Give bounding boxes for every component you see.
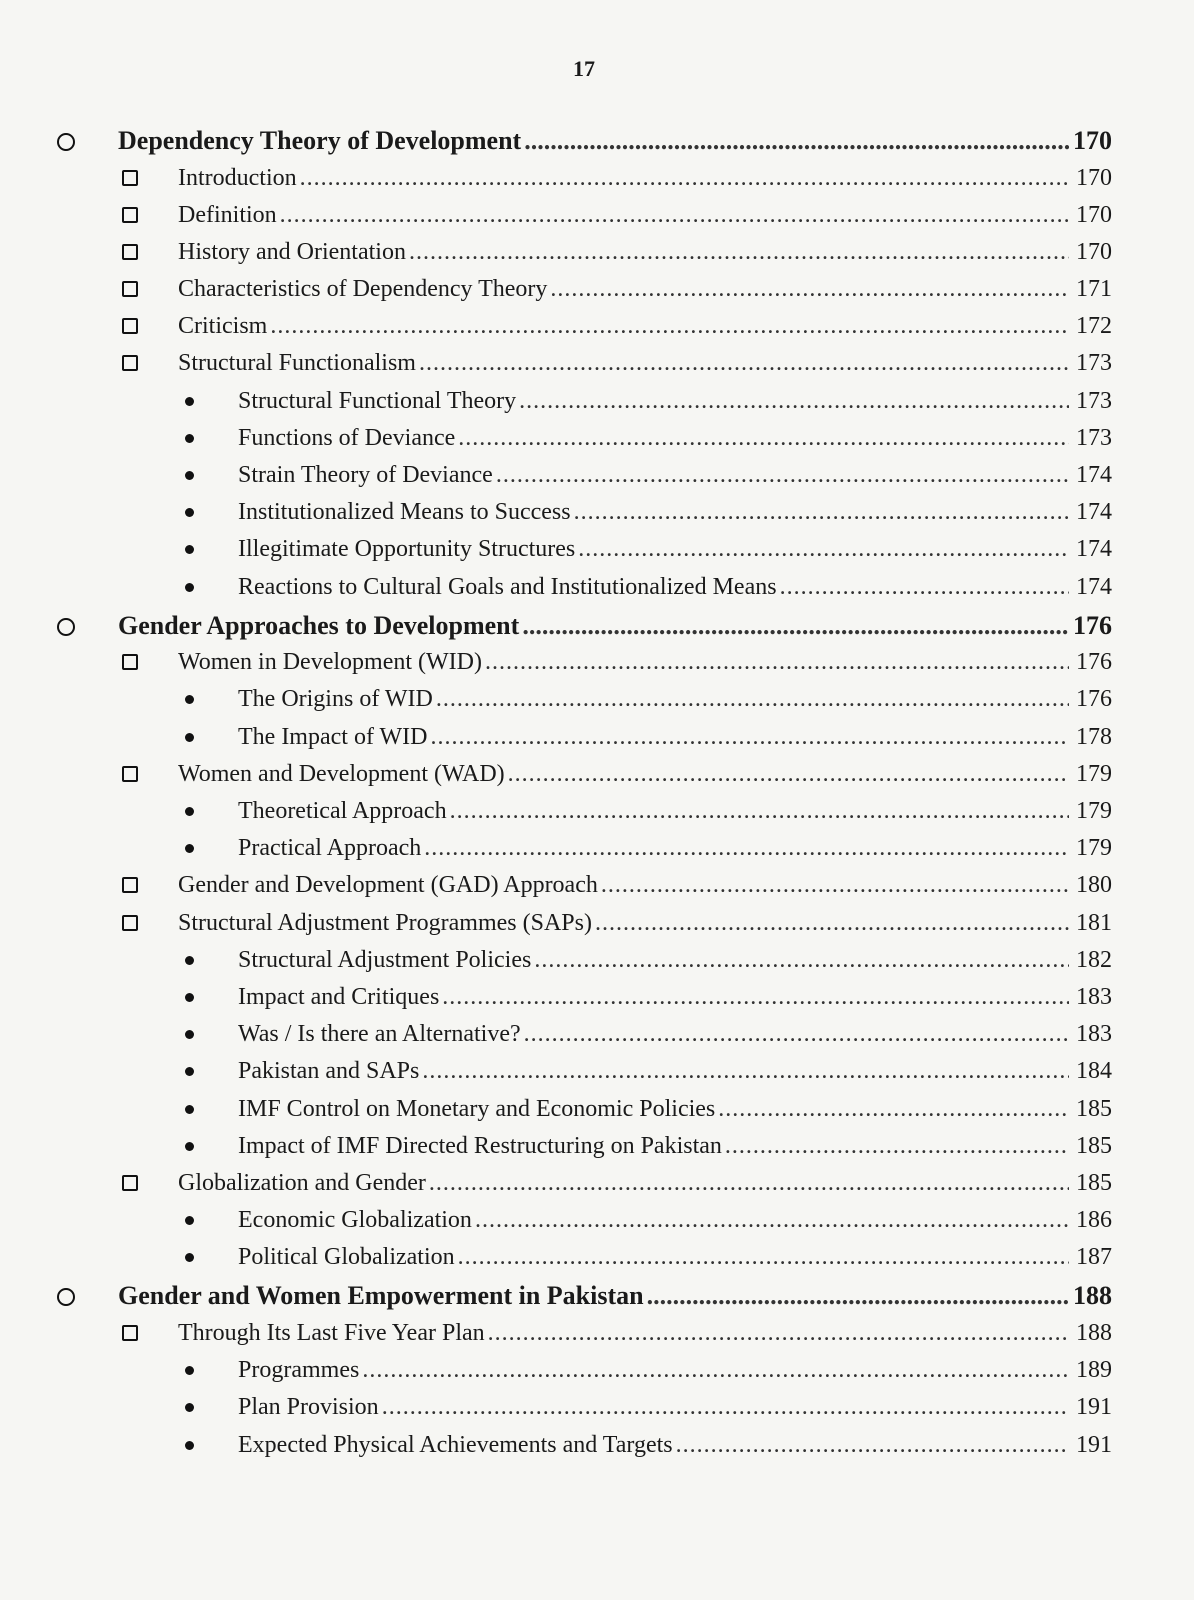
toc-item — [56, 499, 1112, 536]
dot-leader — [780, 574, 1069, 601]
dot-leader — [524, 1021, 1069, 1048]
toc-entry-title: Institutionalized Means to Success — [238, 499, 571, 526]
toc-entry-title: Impact and Critiques — [238, 983, 440, 1010]
toc-entry-title: Expected Physical Achievements and Targets — [238, 1431, 673, 1458]
toc-entry-title: Strain Theory of Deviance — [238, 462, 493, 488]
toc-entry-page: 173 — [1076, 387, 1112, 414]
toc-marker — [182, 473, 196, 482]
toc-entry-title: Illegitimate Opportunity Structures — [238, 536, 576, 563]
square-icon — [122, 654, 138, 670]
toc-entry-page: 184 — [1076, 1058, 1112, 1085]
dot-leader — [419, 350, 1069, 377]
toc-entry-page: 179 — [1076, 798, 1112, 824]
toc-entry-page: 173 — [1076, 424, 1112, 451]
dot-leader — [574, 499, 1069, 526]
toc-entry-page: 174 — [1076, 462, 1112, 488]
toc-entry-page: 188 — [1076, 1319, 1112, 1346]
bullet-icon — [185, 397, 194, 406]
toc-subsection — [56, 239, 1112, 276]
square-icon — [122, 766, 138, 782]
toc-marker — [182, 585, 196, 594]
circle-icon — [57, 618, 75, 636]
toc-entry-page: 185 — [1076, 1169, 1112, 1196]
toc-entry-page: 181 — [1076, 909, 1112, 936]
bullet-icon — [185, 434, 194, 443]
toc-marker — [120, 206, 140, 222]
toc-entry-page: 185 — [1076, 1132, 1112, 1159]
toc-subsection — [56, 761, 1112, 798]
toc-item — [56, 1432, 1112, 1469]
toc-entry-title: Structural Functional Theory — [238, 387, 517, 414]
toc-subsection — [56, 313, 1112, 350]
toc-marker — [120, 243, 140, 259]
toc-entry-page: 186 — [1076, 1207, 1112, 1234]
bullet-icon — [185, 1142, 194, 1151]
toc-item — [56, 984, 1112, 1021]
toc-entry-page: 182 — [1076, 946, 1112, 973]
toc-entry-title: The Impact of WID — [238, 723, 428, 750]
square-icon — [122, 318, 138, 334]
toc-entry-page: 180 — [1076, 872, 1112, 899]
toc-marker — [120, 169, 140, 185]
toc-marker — [120, 876, 140, 892]
toc-marker — [182, 1443, 196, 1452]
dot-leader — [725, 1133, 1069, 1160]
table-of-contents — [56, 126, 1112, 1469]
dot-leader — [496, 462, 1069, 489]
dot-leader — [382, 1394, 1069, 1421]
bullet-icon — [185, 733, 194, 742]
dot-leader — [280, 202, 1069, 229]
toc-entry-title: Structural Functionalism — [178, 350, 416, 377]
toc-marker — [182, 1107, 196, 1116]
toc-entry-title: Programmes — [238, 1357, 360, 1384]
toc-item — [56, 536, 1112, 573]
toc-entry-title: The Origins of WID — [238, 686, 433, 713]
toc-marker — [182, 399, 196, 408]
toc-entry-page: 174 — [1076, 573, 1112, 600]
page-number: 17 — [573, 56, 595, 81]
toc-entry-page: 170 — [1076, 164, 1112, 191]
toc-item — [56, 686, 1112, 723]
bullet-icon — [185, 1067, 194, 1076]
toc-entry-title: Practical Approach — [238, 835, 422, 862]
toc-item — [56, 1096, 1112, 1133]
toc-item — [56, 1244, 1112, 1281]
toc-entry-title: Through Its Last Five Year Plan — [178, 1319, 485, 1346]
dot-leader — [522, 611, 1069, 641]
dot-leader — [409, 239, 1069, 266]
toc-marker — [182, 510, 196, 519]
toc-marker — [56, 616, 76, 634]
toc-entry-title: Was / Is there an Alternative? — [238, 1021, 521, 1048]
bullet-icon — [185, 956, 194, 965]
toc-item — [56, 1058, 1112, 1095]
toc-marker — [182, 697, 196, 706]
toc-entry-title: Definition — [178, 201, 277, 228]
circle-icon — [57, 133, 75, 151]
toc-item — [56, 1133, 1112, 1170]
toc-entry-title: Economic Globalization — [238, 1207, 472, 1234]
toc-marker — [56, 131, 76, 149]
bullet-icon — [185, 807, 194, 816]
toc-entry-page: 171 — [1076, 276, 1112, 303]
toc-entry-page: 174 — [1076, 499, 1112, 526]
toc-entry-title: Dependency Theory of Development — [118, 126, 522, 155]
square-icon — [122, 281, 138, 297]
toc-marker — [182, 1218, 196, 1227]
toc-marker — [120, 280, 140, 296]
toc-marker — [182, 1405, 196, 1414]
toc-item — [56, 798, 1112, 835]
dot-leader — [475, 1207, 1069, 1234]
toc-entry-page: 170 — [1076, 201, 1112, 228]
bullet-icon — [185, 508, 194, 517]
dot-leader — [550, 276, 1069, 303]
square-icon — [122, 1175, 138, 1191]
toc-entry-title: Plan Provision — [238, 1394, 379, 1421]
toc-entry-title: Characteristics of Dependency Theory — [178, 276, 548, 303]
toc-marker — [182, 547, 196, 556]
toc-item — [56, 1207, 1112, 1244]
square-icon — [122, 207, 138, 223]
dot-leader — [436, 686, 1069, 713]
toc-marker — [120, 1174, 140, 1190]
square-icon — [122, 170, 138, 186]
toc-entry-title: IMF Control on Monetary and Economic Policies — [238, 1095, 716, 1122]
toc-marker — [120, 1324, 140, 1340]
toc-entry-page: 179 — [1076, 760, 1112, 787]
bullet-icon — [185, 583, 194, 592]
bullet-icon — [185, 545, 194, 554]
toc-entry-title: Political Globalization — [238, 1244, 455, 1271]
toc-marker — [182, 1368, 196, 1377]
dot-leader — [519, 388, 1069, 415]
toc-entry-page: 176 — [1076, 649, 1112, 676]
toc-subsection — [56, 649, 1112, 686]
bullet-icon — [185, 1403, 194, 1412]
toc-section — [56, 126, 1112, 165]
toc-marker — [182, 809, 196, 818]
toc-item — [56, 1021, 1112, 1058]
toc-item — [56, 835, 1112, 872]
toc-subsection — [56, 165, 1112, 202]
toc-entry-page: 174 — [1076, 536, 1112, 563]
dot-leader — [601, 872, 1069, 899]
bullet-icon — [185, 993, 194, 1002]
toc-entry-page: 176 — [1073, 610, 1112, 640]
toc-entry-page: 170 — [1076, 238, 1112, 265]
toc-entry-page: 176 — [1076, 686, 1112, 713]
dot-leader — [430, 724, 1069, 751]
bullet-icon — [185, 1105, 194, 1114]
bullet-icon — [185, 471, 194, 480]
toc-entry-page: 183 — [1076, 983, 1112, 1010]
toc-entry-title: Structural Adjustment Programmes (SAPs) — [178, 909, 592, 936]
toc-item — [56, 1394, 1112, 1431]
dot-leader — [718, 1096, 1069, 1123]
circle-icon — [57, 1288, 75, 1306]
toc-item — [56, 574, 1112, 611]
square-icon — [122, 915, 138, 931]
bullet-icon — [185, 695, 194, 704]
dot-leader — [300, 165, 1069, 192]
toc-item — [56, 724, 1112, 761]
toc-subsection — [56, 1170, 1112, 1207]
dot-leader — [488, 1320, 1069, 1347]
toc-section — [56, 1281, 1112, 1320]
toc-entry-page: 183 — [1076, 1021, 1112, 1048]
dot-leader — [534, 947, 1069, 974]
toc-marker — [120, 354, 140, 370]
dot-leader — [442, 984, 1069, 1011]
toc-entry-page: 189 — [1076, 1357, 1112, 1384]
dot-leader — [424, 835, 1069, 862]
dot-leader — [362, 1357, 1069, 1384]
dot-leader — [450, 798, 1069, 825]
toc-entry-page: 179 — [1076, 835, 1112, 862]
toc-entry-page: 172 — [1076, 313, 1112, 340]
toc-entry-title: Theoretical Approach — [238, 798, 447, 824]
toc-entry-title: History and Orientation — [178, 238, 406, 265]
toc-subsection — [56, 350, 1112, 387]
toc-subsection — [56, 1320, 1112, 1357]
toc-marker — [182, 1255, 196, 1264]
toc-marker — [182, 1144, 196, 1153]
bullet-icon — [185, 1030, 194, 1039]
toc-marker — [120, 914, 140, 930]
toc-entry-title: Functions of Deviance — [238, 424, 456, 451]
square-icon — [122, 244, 138, 260]
bullet-icon — [185, 844, 194, 853]
toc-entry-title: Women in Development (WID) — [178, 649, 482, 676]
dot-leader — [485, 649, 1069, 676]
dot-leader — [429, 1170, 1069, 1197]
toc-entry-title: Gender Approaches to Development — [118, 610, 520, 640]
toc-marker — [120, 653, 140, 669]
dot-leader — [508, 761, 1069, 788]
square-icon — [122, 1325, 138, 1341]
toc-subsection — [56, 910, 1112, 947]
toc-entry-page: 173 — [1076, 350, 1112, 377]
toc-marker — [182, 1032, 196, 1041]
toc-marker — [182, 846, 196, 855]
bullet-icon — [185, 1441, 194, 1450]
toc-item — [56, 388, 1112, 425]
toc-item — [56, 1357, 1112, 1394]
toc-entry-title: Criticism — [178, 313, 268, 340]
dot-leader — [524, 126, 1069, 156]
toc-marker — [182, 1069, 196, 1078]
toc-entry-page: 185 — [1076, 1095, 1112, 1122]
dot-leader — [458, 1244, 1069, 1271]
dot-leader — [458, 425, 1069, 452]
toc-marker — [182, 958, 196, 967]
toc-entry-title: Pakistan and SAPs — [238, 1058, 420, 1085]
bullet-icon — [185, 1216, 194, 1225]
toc-entry-title: Globalization and Gender — [178, 1169, 426, 1196]
square-icon — [122, 877, 138, 893]
toc-entry-title: Women and Development (WAD) — [178, 760, 505, 787]
toc-item — [56, 425, 1112, 462]
toc-marker — [120, 765, 140, 781]
dot-leader — [578, 536, 1069, 563]
toc-entry-page: 170 — [1073, 126, 1112, 155]
toc-subsection — [56, 872, 1112, 909]
square-icon — [122, 355, 138, 371]
toc-item — [56, 947, 1112, 984]
toc-subsection — [56, 276, 1112, 313]
toc-marker — [182, 436, 196, 445]
toc-entry-title: Reactions to Cultural Goals and Institutionalized Means — [238, 573, 777, 600]
toc-entry-title: Gender and Development (GAD) Approach — [178, 872, 598, 899]
toc-marker — [182, 995, 196, 1004]
toc-subsection — [56, 202, 1112, 239]
bullet-icon — [185, 1366, 194, 1375]
toc-entry-title: Introduction — [178, 164, 297, 191]
dot-leader — [595, 910, 1069, 937]
toc-entry-title: Gender and Women Empowerment in Pakistan — [118, 1281, 644, 1311]
toc-marker — [120, 317, 140, 333]
toc-section — [56, 611, 1112, 650]
dot-leader — [647, 1281, 1069, 1311]
dot-leader — [676, 1432, 1069, 1459]
toc-entry-page: 178 — [1076, 723, 1112, 750]
bullet-icon — [185, 1253, 194, 1262]
toc-item — [56, 462, 1112, 499]
dot-leader — [422, 1058, 1069, 1085]
toc-marker — [56, 1286, 76, 1304]
toc-entry-page: 188 — [1073, 1281, 1112, 1311]
dot-leader — [270, 313, 1069, 340]
toc-entry-page: 187 — [1076, 1244, 1112, 1271]
toc-entry-page: 191 — [1076, 1394, 1112, 1421]
toc-marker — [182, 735, 196, 744]
toc-entry-page: 191 — [1076, 1431, 1112, 1458]
toc-entry-title: Impact of IMF Directed Restructuring on Pakistan — [238, 1132, 722, 1159]
toc-entry-title: Structural Adjustment Policies — [238, 946, 532, 973]
